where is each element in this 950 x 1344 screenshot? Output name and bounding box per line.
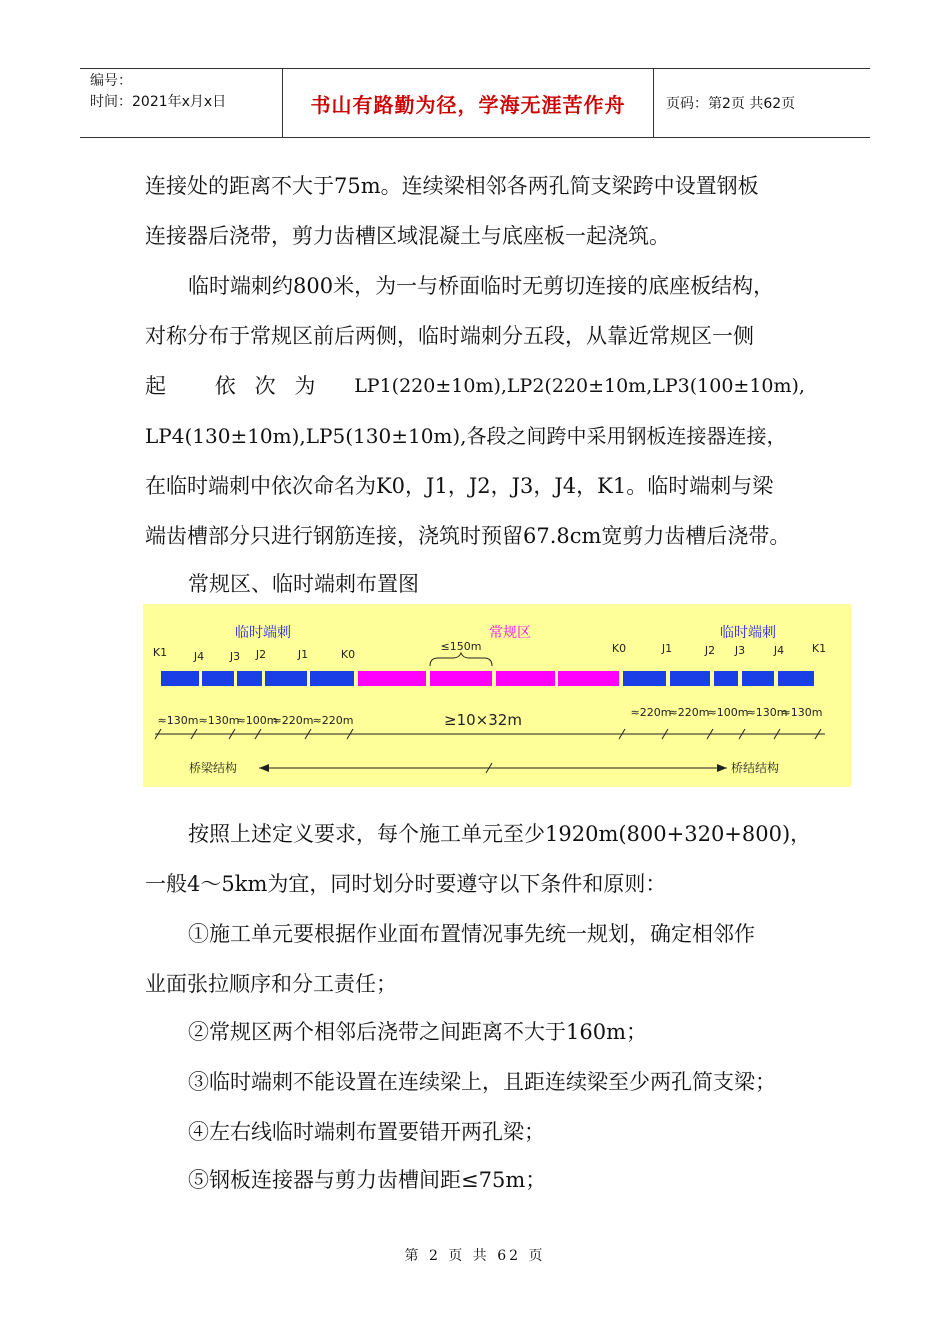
segment-label: J2 bbox=[704, 644, 716, 657]
list-item: ①施工单元要根据作业面布置情况事先统一规划，确定相邻作 bbox=[188, 922, 755, 946]
brace-mark bbox=[430, 653, 492, 666]
text-line: 连接处的距离不大于75m。连续梁相邻各两孔简支梁跨中设置钢板 bbox=[145, 174, 759, 198]
text-line: LP4(130±10m),LP5(130±10m),各段之间跨中采用钢板连接器连接， bbox=[145, 424, 787, 448]
list-item: ②常规区两个相邻后浇带之间距离不大于160m； bbox=[188, 1020, 647, 1044]
text-line: 按照上述定义要求，每个施工单元至少1920m(800+320+800)， bbox=[188, 822, 812, 846]
word: 次 bbox=[254, 374, 276, 398]
text-line: 连接器后浇带，剪力齿槽区域混凝土与底座板一起浇筑。 bbox=[145, 224, 670, 248]
left-segment bbox=[310, 671, 354, 686]
list-item: ④左右线临时端刺布置要错开两孔梁； bbox=[188, 1120, 545, 1144]
dim-label: ≈220m bbox=[668, 706, 710, 719]
center-segment bbox=[558, 671, 619, 686]
figure-caption: 常规区、临时端刺布置图 bbox=[188, 572, 419, 596]
right-segment bbox=[714, 671, 738, 686]
text-line: 对称分布于常规区前后两侧，临时端刺分五段，从靠近常规区一侧 bbox=[145, 324, 754, 348]
dim-label: ≈100m bbox=[236, 714, 278, 727]
dim-label: ≈220m bbox=[272, 714, 314, 727]
segment-label: J2 bbox=[255, 648, 267, 661]
header-motto: 书山有路勤为径，学海无涯苦作舟 bbox=[282, 69, 654, 137]
header-time-label: 时间：2021年x月x日 bbox=[90, 94, 227, 110]
segment-label: K0 bbox=[340, 648, 356, 661]
dim-label: ≈100m bbox=[707, 706, 749, 719]
left-segment bbox=[237, 671, 262, 686]
text-line: 临时端刺约800米，为一与桥面临时无剪切连接的底座板结构， bbox=[188, 274, 775, 298]
center-dim-label: ≥10×32m bbox=[444, 711, 522, 729]
page-footer: 第 2 页 共 62 页 bbox=[404, 1248, 546, 1264]
arrow-right-head bbox=[717, 764, 727, 772]
segment-label: J3 bbox=[229, 650, 241, 663]
text-line: 一般4～5km为宜，同时划分时要遵守以下条件和原则： bbox=[145, 872, 667, 896]
page-header bbox=[80, 68, 870, 138]
list-item: ⑤钢板连接器与剪力齿槽间距≤75m； bbox=[188, 1168, 547, 1192]
left-segment bbox=[161, 671, 199, 686]
right-zone-title: 临时端刺 bbox=[720, 625, 776, 641]
dim-label: ≈130m bbox=[157, 714, 199, 727]
list-item-continuation: 业面张拉顺序和分工责任； bbox=[145, 972, 397, 996]
word: 依 bbox=[214, 374, 236, 398]
left-structure-label: 桥梁结构 bbox=[188, 761, 238, 775]
arrow-left-head bbox=[259, 764, 269, 772]
segment-label: K0 bbox=[611, 642, 627, 655]
segment-label: J4 bbox=[193, 650, 205, 663]
segment-label: J1 bbox=[297, 648, 309, 661]
segment-label: J4 bbox=[773, 644, 785, 657]
left-segment bbox=[265, 671, 307, 686]
left-zone-title: 临时端刺 bbox=[235, 625, 291, 641]
layout-diagram bbox=[143, 604, 851, 787]
text-line: 在临时端刺中依次命名为K0，J1，J2，J3，J4，K1。临时端刺与梁 bbox=[145, 474, 774, 498]
list-item: ③临时端刺不能设置在连续梁上，且距连续梁至少两孔简支梁； bbox=[188, 1070, 776, 1094]
right-segment bbox=[742, 671, 774, 686]
segment-label: K1 bbox=[152, 646, 168, 659]
left-segment bbox=[202, 671, 234, 686]
layout-diagram-svg bbox=[143, 604, 851, 787]
dim-label: ≈130m bbox=[781, 706, 823, 719]
word: 起 bbox=[145, 374, 166, 398]
header-page-info: 页码：第2页 共62页 bbox=[666, 96, 796, 112]
center-segment bbox=[496, 671, 555, 686]
segment-label: J3 bbox=[734, 644, 746, 657]
brace-label: ≤150m bbox=[440, 640, 482, 653]
word: 为 bbox=[294, 374, 316, 398]
right-segment bbox=[623, 671, 666, 686]
header-meta bbox=[80, 69, 282, 137]
right-segment bbox=[778, 671, 814, 686]
segment-label: J1 bbox=[661, 642, 673, 655]
text-line: 端齿槽部分只进行钢筋连接，浇筑时预留67.8cm宽剪力齿槽后浇带。 bbox=[145, 524, 791, 548]
dim-label: ≈220m bbox=[312, 714, 354, 727]
segment-label: K1 bbox=[811, 642, 827, 655]
text-line-justified bbox=[145, 374, 805, 398]
right-segment bbox=[670, 671, 710, 686]
center-segment bbox=[430, 671, 492, 686]
center-segment bbox=[358, 671, 426, 686]
dim-label: ≈130m bbox=[198, 714, 240, 727]
dim-label: ≈220m bbox=[630, 706, 672, 719]
word: LP1(220±10m),LP2(220±10m,LP3(100±10m), bbox=[354, 375, 805, 397]
header-number-label: 编号： bbox=[90, 73, 132, 89]
dim-label: ≈130m bbox=[746, 706, 788, 719]
center-zone-title: 常规区 bbox=[489, 625, 531, 641]
right-structure-label: 桥结结构 bbox=[731, 761, 780, 775]
